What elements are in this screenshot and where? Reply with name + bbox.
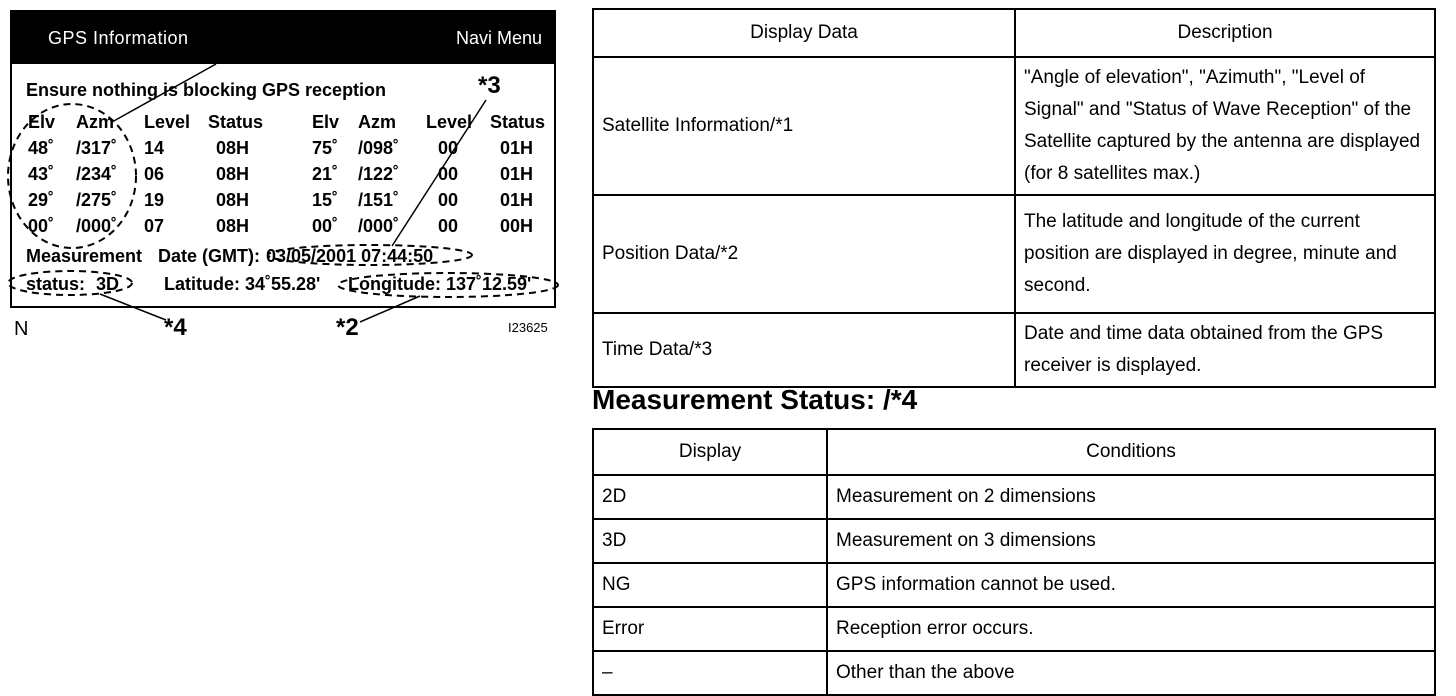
table-row xyxy=(593,475,1435,519)
figure-code: I23625 xyxy=(508,320,548,335)
satellite-cell: /000˚ xyxy=(76,216,118,236)
satellite-cell: 00H xyxy=(500,216,534,236)
measurement-status-heading: Measurement Status: /*4 xyxy=(592,384,918,415)
condition-cell: Measurement on 2 dimensions xyxy=(827,475,1435,519)
col-header: Azm xyxy=(76,112,115,132)
col-header: Azm xyxy=(358,112,397,132)
latitude-value: Latitude: 34˚55.28' xyxy=(164,274,321,294)
status-code-cell: NG xyxy=(593,563,827,607)
date-label: Date (GMT): xyxy=(158,246,260,266)
status-code-cell: 3D xyxy=(593,519,827,563)
status-value: 3D xyxy=(96,274,120,294)
condition-cell: GPS information cannot be used. xyxy=(827,563,1435,607)
satellite-cell: /122˚ xyxy=(358,164,400,184)
satellite-cell: 29˚ xyxy=(28,190,55,210)
satellite-cell: /275˚ xyxy=(76,190,118,210)
satellite-cell: 14 xyxy=(144,138,165,158)
satellite-cell: 07 xyxy=(144,216,165,236)
date-value: 03/05/2001 07:44:50 xyxy=(266,246,434,266)
callout-1: *1 xyxy=(26,14,49,41)
description-cell: Date and time data obtained from the GPS receiver is displayed. xyxy=(1015,313,1435,387)
leader-line-3 xyxy=(392,100,486,246)
gps-warning: Ensure nothing is blocking GPS reception xyxy=(26,80,387,100)
header-display-data: Display Data xyxy=(593,9,1015,57)
display-data-cell: Position Data/*2 xyxy=(593,195,1015,313)
figure-letter: N xyxy=(14,318,29,340)
navi-menu-label: Navi Menu xyxy=(455,28,542,48)
satellite-cell: 06 xyxy=(144,164,165,184)
table-row xyxy=(593,519,1435,563)
display-data-cell: Time Data/*3 xyxy=(593,313,1015,387)
measurement-status-table xyxy=(592,428,1436,696)
longitude-ellipse xyxy=(338,273,558,297)
satellite-cell: 15˚ xyxy=(312,190,339,210)
satellite-cell: 48˚ xyxy=(28,138,55,158)
satellite-cell: 08H xyxy=(216,164,250,184)
header-conditions: Conditions xyxy=(827,429,1435,475)
status-code-cell: Error xyxy=(593,607,827,651)
status-code-cell: – xyxy=(593,651,827,695)
display-data-table xyxy=(592,8,1436,388)
satellite-cell: /000˚ xyxy=(358,216,400,236)
header-description: Description xyxy=(1015,9,1435,57)
description-cell: "Angle of elevation", "Azimuth", "Level of Signal" and "Status of Wave Reception" of the Satellite captured by the antenna are displayed (for 8 satellites max.) xyxy=(1015,57,1435,195)
satellite-cell: 00 xyxy=(438,164,459,184)
satellite-cell: /317˚ xyxy=(76,138,118,158)
satellite-cell: 00 xyxy=(438,190,459,210)
callout-2: *2 xyxy=(336,314,359,341)
condition-cell: Other than the above xyxy=(827,651,1435,695)
condition-cell: Reception error occurs. xyxy=(827,607,1435,651)
display-data-cell: Satellite Information/*1 xyxy=(593,57,1015,195)
satellite-cell: /151˚ xyxy=(358,190,400,210)
satellite-cell: 08H xyxy=(216,216,250,236)
satellite-cell: 21˚ xyxy=(312,164,339,184)
table-row xyxy=(593,195,1435,313)
gps-title: GPS Information xyxy=(48,28,189,48)
satellite-cell: 43˚ xyxy=(28,164,55,184)
callout-4: *4 xyxy=(164,314,187,341)
satellite-cell: 01H xyxy=(500,164,534,184)
satellite-cell: 00 xyxy=(438,216,459,236)
leader-line-1 xyxy=(112,64,216,122)
col-header: Status xyxy=(208,112,264,132)
table-row xyxy=(593,607,1435,651)
table-header-row xyxy=(593,9,1435,57)
condition-cell: Measurement on 3 dimensions xyxy=(827,519,1435,563)
col-header: Elv xyxy=(28,112,56,132)
callout-3: *3 xyxy=(478,72,501,99)
satellite-info-ellipse xyxy=(8,104,136,248)
description-cell: The latitude and longitude of the current position are displayed in degree, minute and second. xyxy=(1015,195,1435,313)
time-data-ellipse xyxy=(268,245,472,265)
satellite-cell: 00˚ xyxy=(28,216,55,236)
table-row xyxy=(593,563,1435,607)
satellite-cell: 00 xyxy=(438,138,459,158)
col-header: Level xyxy=(426,112,473,132)
measurement-label: Measurement xyxy=(26,246,143,266)
satellite-cell: /234˚ xyxy=(76,164,118,184)
satellite-cell: /098˚ xyxy=(358,138,400,158)
longitude-value: Longitude: 137˚12.59' xyxy=(348,274,532,294)
status-code-cell: 2D xyxy=(593,475,827,519)
table-header-row xyxy=(593,429,1435,475)
status-label: status: xyxy=(26,274,86,294)
satellite-cell: 00˚ xyxy=(312,216,339,236)
satellite-cell: 75˚ xyxy=(312,138,339,158)
leader-line-4 xyxy=(100,294,166,320)
header-display: Display xyxy=(593,429,827,475)
col-header: Level xyxy=(144,112,191,132)
satellite-cell: 19 xyxy=(144,190,165,210)
col-header: Elv xyxy=(312,112,340,132)
satellite-cell: 01H xyxy=(500,190,534,210)
status-ellipse xyxy=(8,271,132,295)
table-row xyxy=(593,313,1435,387)
table-row xyxy=(593,57,1435,195)
leader-line-2 xyxy=(360,296,420,322)
satellite-cell: 01H xyxy=(500,138,534,158)
satellite-cell: 08H xyxy=(216,138,250,158)
satellite-cell: 08H xyxy=(216,190,250,210)
table-row xyxy=(593,651,1435,695)
col-header: Status xyxy=(490,112,546,132)
